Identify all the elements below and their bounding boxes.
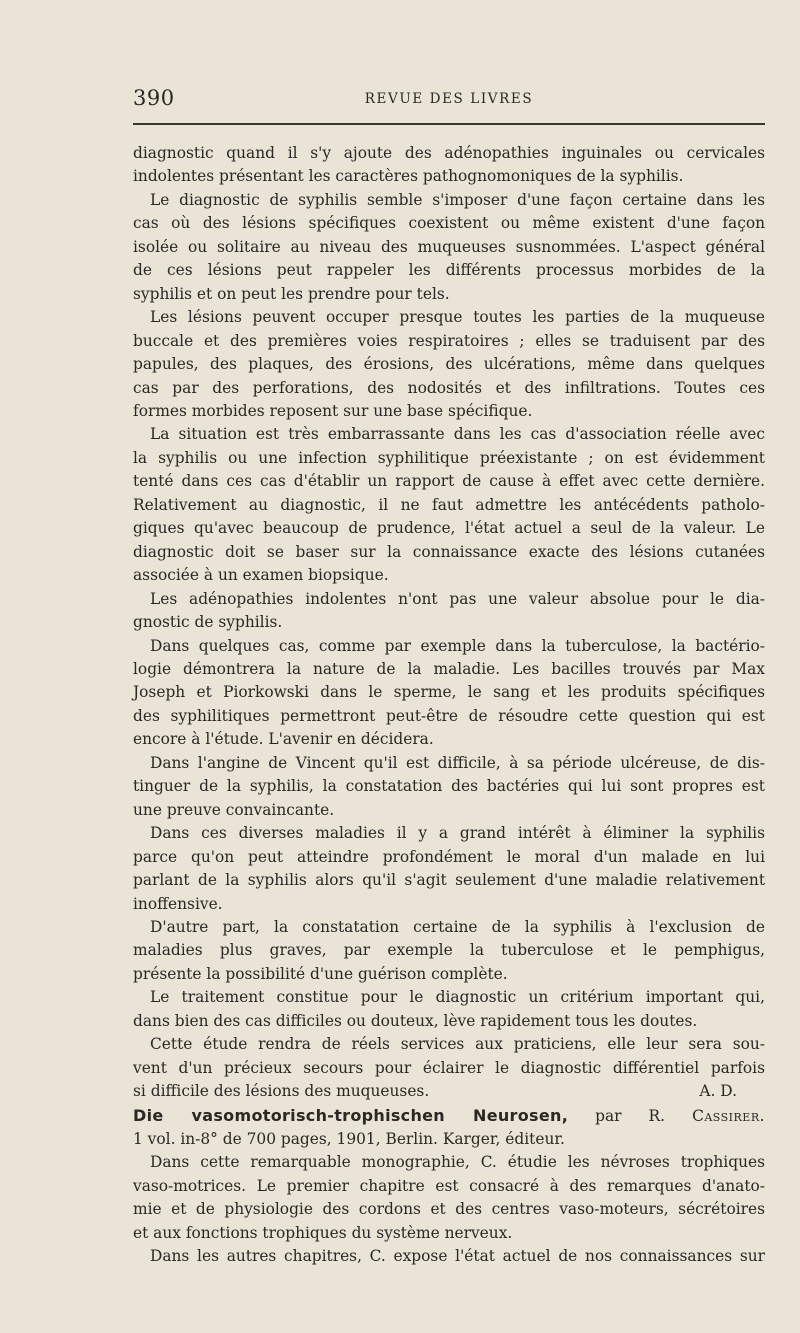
book-by: par R. [568, 1106, 693, 1125]
text-line: Relativement au diagnostic, il ne faut admettre les antécédents patholo- [133, 495, 765, 514]
text-line: syphilis et on peut les prendre pour tels. [133, 284, 450, 303]
text-line: dans bien des cas difficiles ou douteux, lève rapidement tous les doutes. [133, 1011, 698, 1030]
text-line: buccale et des premières voies respiratoires ; elles se traduisent par des [133, 331, 765, 350]
page-number: 390 [133, 86, 175, 110]
text-line: Cette étude rendra de réels services aux praticiens, elle leur sera sou- [150, 1035, 765, 1054]
text-line: logie démontrera la nature de la maladie. Les bacilles trouvés par Max [133, 659, 765, 678]
review-continuation [133, 142, 765, 1080]
text-line: présente la possibilité d'une guérison complète. [133, 964, 508, 983]
text-line: cas par des perforations, des nodosités et des infiltrations. Toutes ces [133, 378, 765, 397]
text-line: Les adénopathies indolentes n'ont pas une valeur absolue pour le dia- [150, 589, 765, 608]
text-line: Dans les autres chapitres, C. expose l'état actuel de nos connaissances sur [150, 1247, 765, 1266]
text-line: encore à l'étude. L'avenir en décidera. [133, 730, 434, 749]
text-line: parce qu'on peut atteindre profondément le moral d'un malade en lui [133, 847, 765, 866]
header-rule [133, 123, 765, 125]
text-line: indolentes présentant les caractères pathognomoniques de la syphilis. [133, 167, 684, 186]
book-heading [133, 1104, 765, 1128]
text-line: gnostic de syphilis. [133, 613, 283, 632]
text-line: giques qu'avec beaucoup de prudence, l'état actuel a seul de la valeur. Le [133, 519, 765, 538]
text-line: mie et de physiologie des cordons et des centres vaso-moteurs, sécrétoires [133, 1200, 765, 1219]
text-line: papules, des plaques, des érosions, des ulcérations, même dans quelques [133, 355, 765, 374]
text-line: diagnostic quand il s'y ajoute des adénopathies inguinales ou cervicales [133, 144, 765, 162]
text-line: La situation est très embarrassante dans les cas d'association réelle avec [150, 425, 765, 444]
text-line: maladies plus graves, par exemple la tuberculose et le pemphigus, [133, 941, 765, 960]
text-line: des syphilitiques permettront peut-être de résoudre cette question qui est [133, 706, 765, 725]
text-line: Les lésions peuvent occuper presque toutes les parties de la muqueuse [150, 308, 765, 327]
text-line: tenté dans ces cas d'établir un rapport de cause à effet avec cette dernière. [133, 472, 765, 491]
text-line: parlant de la syphilis alors qu'il s'agit seulement d'une maladie relativement [133, 871, 765, 890]
signoff-line: si difficile des lésions des muqueuses. [133, 1082, 430, 1101]
text-line: Dans ces diverses maladies il y a grand intérêt à éliminer la syphilis [150, 824, 765, 843]
running-title: REVUE DES LIVRES [364, 91, 534, 107]
book-details: 1 vol. in-8° de 700 pages, 1901, Berlin. Karger, éditeur. [133, 1130, 565, 1149]
text-line: vent d'un précieux secours pour éclairer le diagnostic différentiel parfois [133, 1058, 765, 1077]
text-line: la syphilis ou une infection syphilitique préexistante ; on est évidemment [133, 448, 765, 467]
text-line: Dans quelques cas, comme par exemple dans la tuberculose, la bactério- [150, 636, 765, 655]
text-line: D'autre part, la constatation certaine de la syphilis à l'exclusion de [150, 917, 765, 936]
text-line: Dans cette remarquable monographie, C. étudie les névroses trophiques [150, 1153, 765, 1172]
text-line: Le traitement constitue pour le diagnostic un critérium important qui, [150, 988, 765, 1007]
text-line: cas où des lésions spécifiques coexistent ou même existent d'une façon [133, 214, 765, 233]
text-line: Joseph et Piorkowski dans le sperme, le sang et les produits spécifiques [133, 683, 765, 702]
page-header [133, 86, 765, 116]
text-line: vaso-motrices. Le premier chapitre est consacré à des remarques d'anato- [133, 1176, 765, 1195]
body-text [133, 142, 765, 1269]
text-line: isolée ou solitaire au niveau des muqueuses susnommées. L'aspect général [133, 237, 765, 256]
reviewer-initials: A. D. [699, 1082, 737, 1101]
text-line: inoffensive. [133, 894, 223, 913]
text-line: tinguer de la syphilis, la constatation des bactéries qui lui sont propres est [133, 777, 765, 796]
new-review-text [133, 1151, 765, 1268]
text-line: et aux fonctions trophiques du système nerveux. [133, 1223, 513, 1242]
text-line: formes morbides reposent sur une base spécifique. [133, 401, 533, 420]
book-author: Cassirer. [692, 1106, 765, 1125]
text-line: Le diagnostic de syphilis semble s'imposer d'une façon certaine dans les [150, 190, 765, 209]
text-line: une preuve convaincante. [133, 800, 335, 819]
review-signoff [133, 1080, 765, 1103]
book-title: Die vasomotorisch-trophischen Neurosen, [133, 1105, 569, 1125]
text-line: de ces lésions peut rappeler les différents processus morbides de la [133, 261, 765, 280]
text-line: diagnostic doit se baser sur la connaissance exacte des lésions cutanées [133, 542, 765, 561]
text-line: associée à un examen biopsique. [133, 566, 389, 585]
text-line: Dans l'angine de Vincent qu'il est difficile, à sa période ulcéreuse, de dis- [150, 753, 765, 772]
